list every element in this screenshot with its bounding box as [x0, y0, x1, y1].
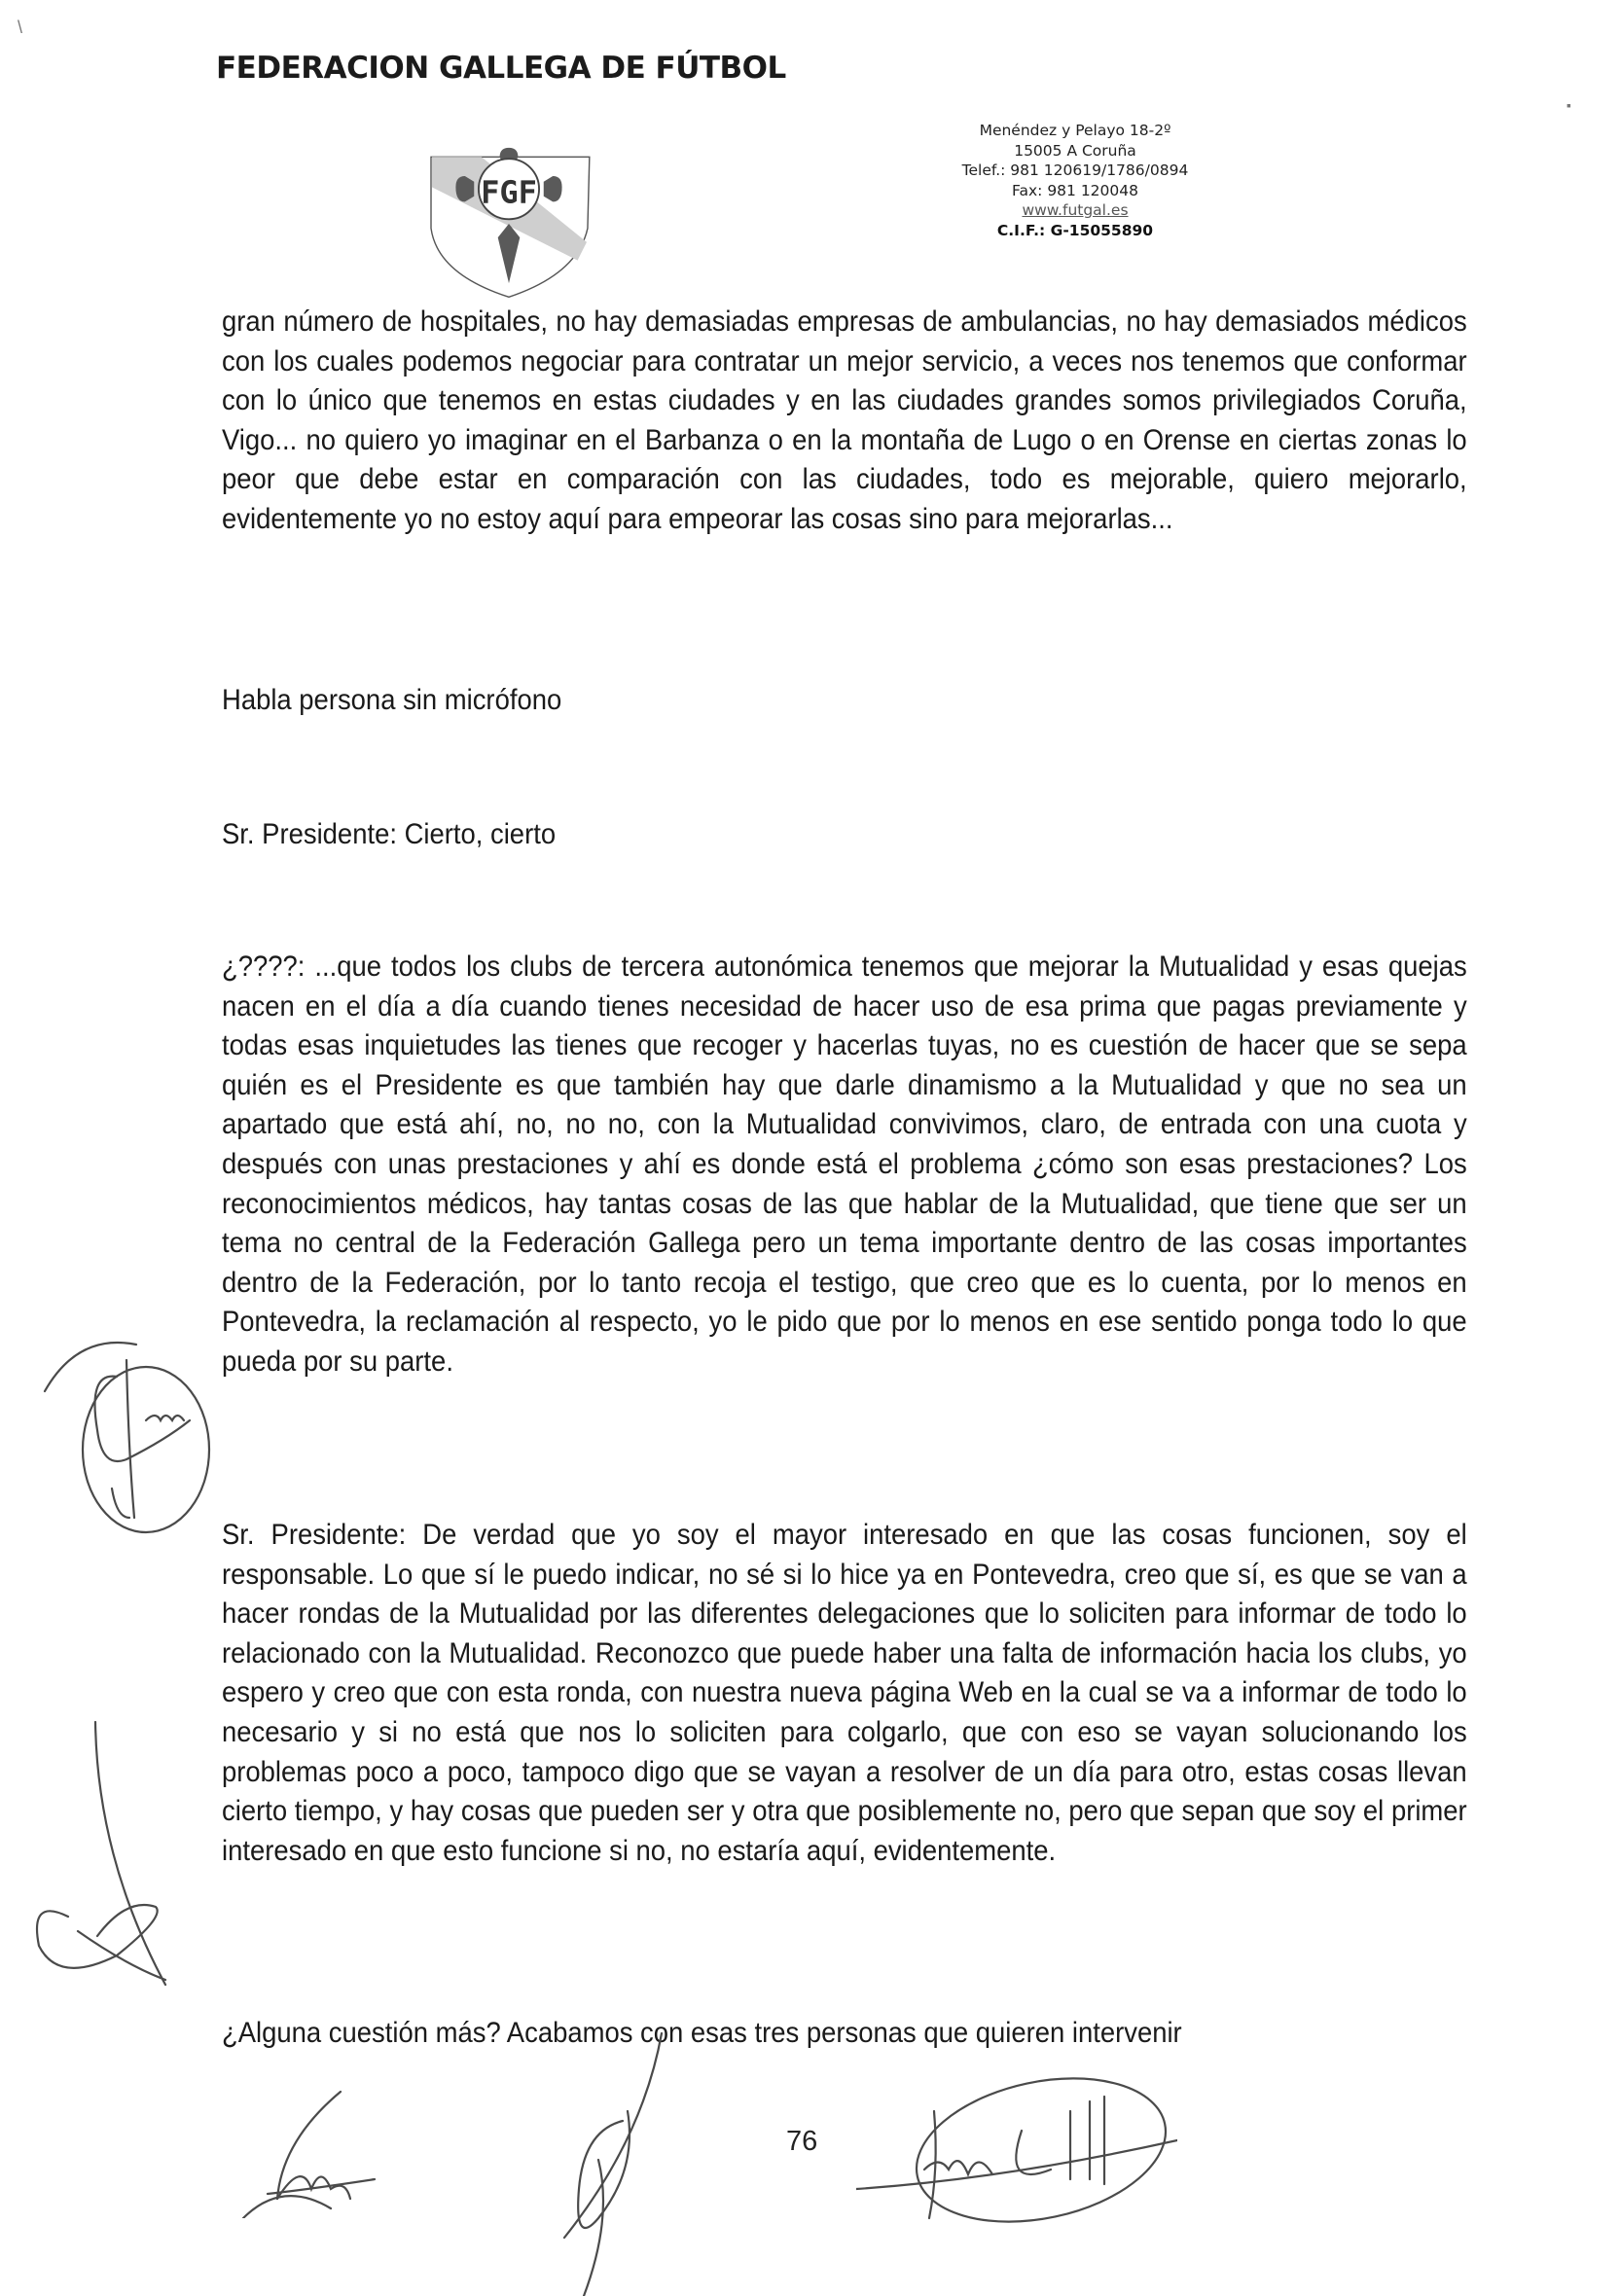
contact-phone: Telef.: 981 120619/1786/0894: [961, 161, 1189, 179]
paragraph-speaker-question: ¿????: ...que todos los clubs de tercera autonómica tenemos que mejorar la Mutualidad y esas quejas nacen en el día a día cuando tienes necesidad de hacer uso de esa prima que pagas previamente y todas esas inquietudes las tienes que recoger y hacerlas tuyas, no es cuestión de hacer que se sepa quién es el Presidente es que también hay que darle dinamismo a la Mutualidad y que no sea un apartado que está ahí, no, no no, con la Mutualidad convivimos, claro, de entrada con una cuota y después con unas prestaciones y ahí es donde está el problema ¿cómo son esas prestaciones? Los reconocimientos médicos, hay tantas cosas de las que hablar de la Mutualidad, que tiene que ser un tema no central de la Federación Gallega pero un tema importante dentro de las cosas importantes dentro de la Federación, por lo tanto recoja el testigo, que creo que es lo cuenta, por lo menos en Pontevedra, la reclamación al respecto, yo le pido que por lo menos en ese sentido ponga todo lo que pueda por su parte.: [222, 951, 1467, 1378]
margin-signature-top: [19, 1333, 214, 1537]
contact-cif: C.I.F.: G-15055890: [996, 221, 1154, 239]
paragraph-continuation: gran número de hospitales, no hay demasiadas empresas de ambulancias, no hay demasiados médicos con los cuales podemos negociar para contratar un mejor servicio, a veces nos tenemos que conformar con lo único que tenemos en estas ciudades y en las ciudades grandes somos privilegiados Coruña, Vigo... no quiero yo imaginar en el Barbanza o en la montaña de Lugo o en Orense en ciertas zonas lo peor que debe estar en comparación con las ciudades, todo es mejorable, quiero mejorarlo, evidentemente yo no estoy aquí para empeorar las cosas sino para mejorarlas...: [222, 305, 1467, 535]
footer-signature-2: [506, 2024, 701, 2296]
footer-signature-1: [224, 2082, 448, 2218]
contact-block: [929, 121, 1221, 240]
contact-fax: Fax: 981 120048: [1012, 181, 1138, 199]
margin-signature-bottom: [19, 1712, 214, 1994]
paragraph-president-answer: Sr. Presidente: De verdad que yo soy el mayor interesado en que las cosas funcionen, soy el responsable. Lo que sí le puedo indicar, no sé si lo hice ya en Pontevedra, creo que sí, es que se van a hacer rondas de la Mutualidad por las diferentes delegaciones que lo soliciten para informar de todo lo relacionado con la Mutualidad. Reconozco que puede haber una falta de información hacia los clubs, yo espero y creo que con esta ronda, con nuestra nueva página Web en la cual se va a informar de todo lo necesario y si no está que nos lo soliciten para colgarlo, que con eso se vayan solucionando los problemas poco a poco, tampoco digo que se vayan a resolver de un día para otro, estas cosas llevan cierto tiempo, y hay cosas que pueden ser y otra que posiblemente no, pero que sepan que soy el primer interesado en que esto funcione si no, no estaría aquí, evidentemente.: [222, 1519, 1467, 1867]
website-link[interactable]: www.futgal.es: [1022, 201, 1129, 219]
contact-city: 15005 A Coruña: [1014, 141, 1136, 160]
paragraph-stage-note: Habla persona sin micrófono: [222, 684, 562, 716]
logo-letters: FGF: [481, 173, 537, 211]
federation-logo: [416, 146, 601, 302]
margin-mark: \: [18, 18, 23, 37]
organization-name: FEDERACION GALLEGA DE FÚTBOL: [216, 51, 786, 86]
page-number: 76: [786, 2126, 818, 2157]
paragraph-closing-question: ¿Alguna cuestión más? Acabamos con esas tres personas que quieren intervenir: [222, 2017, 1182, 2049]
margin-mark: ▪: [1566, 97, 1571, 113]
paragraph-president-reply: Sr. Presidente: Cierto, cierto: [222, 818, 557, 850]
contact-address: Menéndez y Pelayo 18-2º: [979, 122, 1171, 139]
footer-signature-3: [856, 2072, 1177, 2238]
